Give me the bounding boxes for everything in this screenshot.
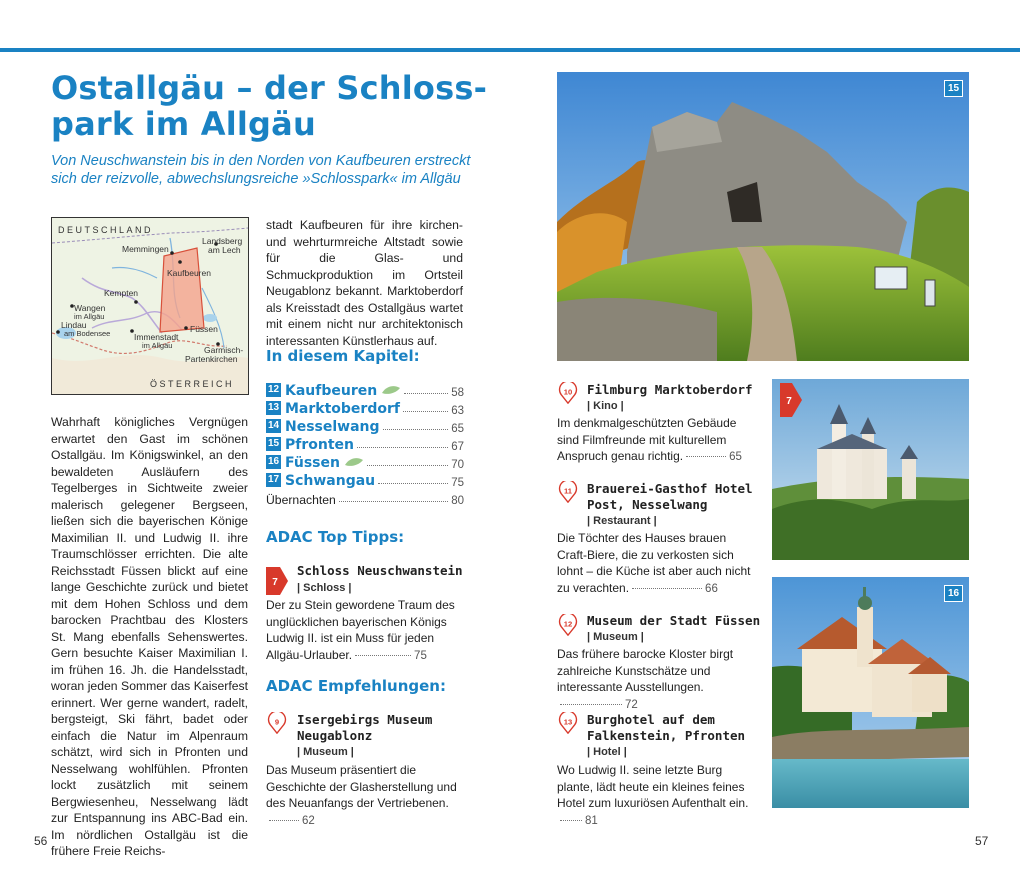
pin-number: 12 — [563, 619, 573, 629]
nature-leaf-icon — [344, 457, 364, 467]
entry-page: 72 — [625, 698, 638, 711]
toc-item-nesselwang[interactable] — [266, 417, 464, 435]
recommendations-heading: ADAC Empfehlungen: — [266, 677, 446, 695]
toc-name: Pfronten — [285, 437, 354, 453]
map-label-lindau: Lindau — [61, 320, 87, 330]
entry-title: Museum der Stadt Füssen — [587, 613, 761, 628]
photo-badge-number: 16 — [944, 585, 963, 602]
entry-description — [557, 646, 757, 713]
entry-desc-text: Die Töchter des Hauses brauen Craft-Biere, die zu verkosten sich lohnt – die Küche ist aber auch nicht zu verachten. — [557, 531, 751, 595]
toc-name: Schwangau — [285, 473, 376, 489]
entry-title: Burghotel auf dem — [587, 712, 715, 727]
toc-page: 75 — [451, 477, 464, 489]
map-label-partenkirchen: Partenkirchen — [185, 354, 238, 364]
toc-leader — [367, 465, 448, 466]
toc-overnight-label: Übernachten — [266, 493, 336, 507]
toc-number: 17 — [267, 474, 280, 485]
map-label-landsberg: Landsberg — [202, 236, 243, 246]
toc-item-overnight[interactable] — [266, 489, 464, 507]
map-label-kempten: Kempten — [104, 288, 139, 298]
entry-title-cont: Post, Nesselwang — [587, 497, 708, 512]
entry-desc-text: Das Museum präsentiert die Geschichte der Glasherstellung und des Neuanfangs der Vertriebenen. — [266, 763, 457, 810]
toc-number: 13 — [267, 402, 280, 413]
pin-number: 13 — [563, 717, 573, 727]
entry-description — [266, 597, 466, 664]
entry-page: 81 — [585, 814, 598, 827]
toc-number: 15 — [267, 438, 280, 449]
entry-category: | Schloss | — [297, 582, 352, 594]
photo-castle-ruin — [557, 72, 969, 361]
entry-desc-text: Wo Ludwig II. seine letzte Burg plante, lädt heute ein kleines feines Hotel zum luxuriösen Aufenthalt ein. — [557, 763, 749, 810]
entry-page: 75 — [414, 649, 427, 662]
toc-item-marktoberdorf[interactable] — [266, 399, 464, 417]
map-country-germany: DEUTSCHLAND — [58, 225, 154, 235]
pin-number: 9 — [274, 717, 280, 727]
toc-page: 80 — [451, 495, 464, 507]
toc-page: 67 — [451, 441, 464, 453]
entry-page: 65 — [729, 451, 742, 463]
toc-item-kaufbeuren[interactable] — [266, 381, 464, 399]
entry-desc-text: Das frühere barocke Kloster birgt zahlreiche Kunstschätze und interessante Ausstellungen. — [557, 647, 734, 694]
toc-name: Marktoberdorf — [285, 401, 400, 417]
nature-leaf-icon — [381, 385, 401, 395]
toc-page: 70 — [451, 459, 464, 471]
toc-item-fuessen[interactable] — [266, 453, 464, 471]
chapter-heading: In diesem Kapitel: — [266, 347, 420, 365]
map-country-austria: ÖSTERREICH — [150, 379, 235, 389]
toc-name: Kaufbeuren — [285, 383, 378, 399]
toc-item-schwangau[interactable] — [266, 471, 464, 489]
entry-description — [557, 530, 757, 597]
map-pin-icon — [557, 481, 579, 503]
toc-leader — [403, 411, 448, 412]
map-label-lindau-sub: am Bodensee — [64, 329, 111, 338]
entry-title-cont: Falkenstein, Pfronten — [587, 728, 746, 743]
map-label-immenstadt: Immenstadt — [134, 332, 179, 342]
region-map — [51, 217, 249, 395]
toc-leader — [339, 501, 448, 502]
map-pin-icon — [557, 614, 579, 636]
entry-leader — [560, 704, 622, 705]
photo-marker-number: 7 — [786, 396, 792, 407]
page-title — [51, 70, 491, 142]
entry-leader — [686, 456, 726, 457]
title-line-1: Ostallgäu – der Schloss- — [51, 69, 488, 107]
toc-number: 14 — [267, 420, 280, 431]
entry-desc-text: Der zu Stein gewordene Traum des unglücklichen bayerischen Königs Ludwig II. ist ein Muss für jeden Allgäu-Urlauber. — [266, 598, 455, 662]
pin-number: 10 — [563, 387, 573, 397]
map-label-garmisch: Garmisch- — [204, 345, 244, 355]
map-label-landsberg-sub: am Lech — [208, 245, 241, 255]
entry-category: | Hotel | — [587, 746, 627, 758]
entry-description — [266, 762, 466, 829]
entry-title: Isergebirgs Museum — [297, 712, 433, 727]
entry-category: | Museum | — [587, 631, 644, 643]
entry-category: | Restaurant | — [587, 515, 657, 527]
toc-page: 65 — [451, 423, 464, 435]
entry-leader — [632, 588, 702, 589]
entry-page: 62 — [302, 814, 315, 827]
map-label-wangen: Wangen — [74, 303, 106, 313]
photo-fuessen-monastery — [772, 577, 969, 808]
top-tips-heading: ADAC Top Tipps: — [266, 528, 405, 546]
map-label-memmingen: Memmingen — [122, 244, 169, 254]
map-label-fuessen: Füssen — [190, 324, 218, 334]
toc-number: 16 — [267, 456, 280, 467]
entry-leader — [560, 820, 582, 821]
top-tip-marker-icon — [780, 383, 802, 417]
subtitle: Von Neuschwanstein bis in den Norden von Kaufbeuren erstreckt sich der reizvolle, abwechslungsreiche »Schlosspark« im Allgäu — [51, 153, 471, 187]
toc-page: 58 — [451, 387, 464, 399]
page-number-left: 56 — [34, 834, 48, 848]
page-number-right: 57 — [975, 834, 989, 848]
entry-title: Schloss Neuschwanstein — [297, 563, 463, 578]
toc-name: Füssen — [285, 455, 340, 471]
entry-description — [557, 762, 757, 829]
map-label-wangen-sub: im Allgäu — [74, 312, 105, 321]
top-rule — [0, 48, 1020, 52]
map-pin-icon — [266, 712, 288, 734]
chapter-list — [266, 381, 464, 507]
entry-leader — [355, 655, 411, 656]
entry-leader — [269, 820, 299, 821]
continued-text: stadt Kaufbeuren für ihre kirchen- und wehrturmreiche Altstadt sowie für die Glas- und Schmuckproduktion im Ortsteil Neugablonz bekannt. Marktoberdorf als Kreisstadt des Ostallgäus wartet mit einem nicht nur architektonisch interessanten Künstlerhaus auf. — [266, 218, 463, 348]
top-tip-number: 7 — [272, 577, 278, 588]
toc-leader — [378, 483, 448, 484]
entry-category: | Museum | — [297, 746, 354, 758]
map-pin-icon — [557, 382, 579, 404]
entry-title: Brauerei-Gasthof Hotel — [587, 481, 753, 496]
entry-description — [557, 415, 757, 466]
toc-leader — [357, 447, 448, 448]
map-label-immenstadt-sub: im Allgäu — [142, 341, 173, 350]
entry-title: Filmburg Marktoberdorf — [587, 382, 753, 397]
photo-badge-number: 15 — [944, 80, 963, 97]
intro-text: Wahrhaft königliches Vergnügen erwartet den Gast im schönen Ostallgäu. Im Königswinkel, an den bewaldeten Ausläufern des Tegelberges in Sichtweite zweier malerisch gelegener Bergseen, ließen sich die bayerischen Könige Maximilian II. und Ludwig II. ihre Traumschlösser errichten. Die alte Reichsstadt Füssen blickt auf eine lange Geschichte zurück und bietet mit dem Hohen Schloss und dem barocken Prachtbau des Klosters St. Mang ebenfalls Sehenswertes. Gern besuchte Kaiser Maximilian I. im frühen 16. Jh. die Handelsstadt, woran jeden Sommer das Kaiserfest erinnert. Wer gerne wandert, radelt, bergsteigt, Ski fährt, badet oder einfach die Natur im Alpenraum schätzt, wird sich in Pfronten und Nesselwang wohlfühlen. Pfronten lockt zusätzlich mit seinem Bergwiesenheu, Nesselwang lädt zur Entspannung ins ABC-Bad ein. Im nördlichen Ostallgäu ist die frühere Freie Reichs- — [51, 415, 248, 858]
toc-leader — [404, 393, 448, 394]
toc-name: Nesselwang — [285, 419, 380, 435]
entry-title-cont: Neugablonz — [297, 728, 373, 743]
entry-page: 66 — [705, 582, 718, 595]
toc-item-pfronten[interactable] — [266, 435, 464, 453]
photo-neuschwanstein — [772, 379, 969, 560]
top-tip-marker-icon — [266, 567, 288, 595]
entry-desc-text: Im denkmalgeschützten Gebäude sind Filmfreunde mit kulturellem Anspruch genau richtig. — [557, 416, 737, 463]
title-line-2: park im Allgäu — [51, 105, 316, 143]
toc-number: 12 — [267, 384, 280, 395]
pin-number: 11 — [563, 486, 573, 496]
map-pin-icon — [557, 712, 579, 734]
map-label-kaufbeuren: Kaufbeuren — [167, 268, 211, 278]
entry-category: | Kino | — [587, 400, 624, 412]
toc-page: 63 — [451, 405, 464, 417]
toc-leader — [383, 429, 449, 430]
